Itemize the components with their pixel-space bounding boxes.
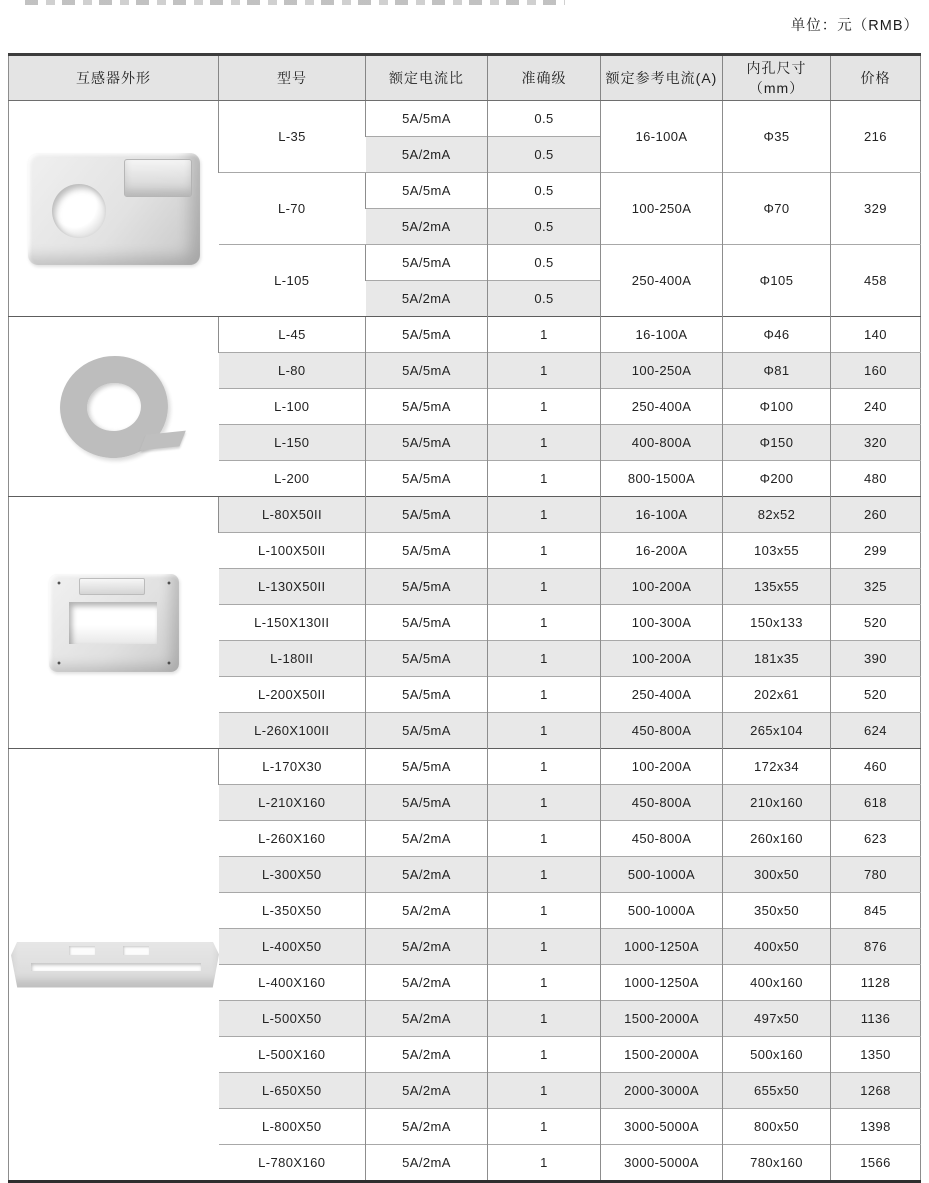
transformer-spec-table [8, 53, 921, 1183]
cell-accuracy-class: 1 [488, 425, 601, 461]
cell-price: 458 [831, 245, 921, 317]
cell-ratio: 5A/5mA [366, 605, 488, 641]
cell-hole-size: Φ81 [723, 353, 831, 389]
box-round-hole-transformer-image [9, 101, 219, 317]
cell-reference-current: 400-800A [601, 425, 723, 461]
cell-price: 1566 [831, 1145, 921, 1182]
cell-hole-size: Φ70 [723, 173, 831, 245]
cell-model: L-105 [219, 245, 366, 317]
cell-hole-size: 202x61 [723, 677, 831, 713]
ring-transformer [54, 350, 172, 463]
cell-price: 260 [831, 497, 921, 533]
cell-hole-size: 497x50 [723, 1001, 831, 1037]
cell-reference-current: 100-300A [601, 605, 723, 641]
cell-hole-size: 181x35 [723, 641, 831, 677]
cell-price: 460 [831, 749, 921, 785]
cell-price: 1398 [831, 1109, 921, 1145]
table-header-row [9, 55, 921, 101]
cell-hole-size: 210x160 [723, 785, 831, 821]
cell-accuracy-class: 0.5 [488, 245, 601, 281]
ring-transformer-image [9, 317, 219, 497]
cell-reference-current: 3000-5000A [601, 1145, 723, 1182]
cell-accuracy-class: 0.5 [488, 173, 601, 209]
cell-ratio: 5A/2mA [366, 1001, 488, 1037]
cell-price: 1136 [831, 1001, 921, 1037]
cell-reference-current: 100-200A [601, 641, 723, 677]
cell-ratio: 5A/2mA [366, 1037, 488, 1073]
cell-model: L-200 [219, 461, 366, 497]
cell-ratio: 5A/2mA [366, 1145, 488, 1182]
cell-model: L-260X100II [219, 713, 366, 749]
cell-model: L-500X50 [219, 1001, 366, 1037]
cell-accuracy-class: 1 [488, 893, 601, 929]
cell-accuracy-class: 1 [488, 965, 601, 1001]
cell-hole-size: 265x104 [723, 713, 831, 749]
cell-hole-size: 150x133 [723, 605, 831, 641]
cell-ratio: 5A/2mA [366, 857, 488, 893]
cell-hole-size: 103x55 [723, 533, 831, 569]
cell-ratio: 5A/5mA [366, 173, 488, 209]
cell-accuracy-class: 1 [488, 569, 601, 605]
cell-reference-current: 16-100A [601, 317, 723, 353]
cell-price: 520 [831, 605, 921, 641]
cell-model: L-400X50 [219, 929, 366, 965]
cell-model: L-70 [219, 173, 366, 245]
cell-model: L-200X50II [219, 677, 366, 713]
cell-hole-size: 500x160 [723, 1037, 831, 1073]
cell-accuracy-class: 0.5 [488, 137, 601, 173]
cell-ratio: 5A/5mA [366, 245, 488, 281]
header-model: 型号 [219, 55, 366, 101]
cell-model: L-780X160 [219, 1145, 366, 1182]
cell-accuracy-class: 1 [488, 389, 601, 425]
cell-price: 160 [831, 353, 921, 389]
cell-accuracy-class: 1 [488, 1001, 601, 1037]
cell-accuracy-class: 1 [488, 461, 601, 497]
cell-ratio: 5A/2mA [366, 281, 488, 317]
cell-hole-size: 300x50 [723, 857, 831, 893]
cell-price: 390 [831, 641, 921, 677]
cell-accuracy-class: 1 [488, 749, 601, 785]
square-window-transformer [49, 574, 179, 672]
cell-price: 520 [831, 677, 921, 713]
cell-ratio: 5A/5mA [366, 101, 488, 137]
cell-accuracy-class: 0.5 [488, 101, 601, 137]
cell-ratio: 5A/5mA [366, 461, 488, 497]
cell-ratio: 5A/5mA [366, 569, 488, 605]
cell-ratio: 5A/5mA [366, 497, 488, 533]
cell-accuracy-class: 1 [488, 929, 601, 965]
cell-hole-size: 350x50 [723, 893, 831, 929]
cell-ratio: 5A/2mA [366, 965, 488, 1001]
cell-ratio: 5A/5mA [366, 749, 488, 785]
cell-model: L-210X160 [219, 785, 366, 821]
cell-model: L-100 [219, 389, 366, 425]
cell-reference-current: 1000-1250A [601, 965, 723, 1001]
cell-accuracy-class: 1 [488, 1037, 601, 1073]
cell-price: 1350 [831, 1037, 921, 1073]
cell-hole-size: 780x160 [723, 1145, 831, 1182]
cell-reference-current: 16-100A [601, 101, 723, 173]
cell-ratio: 5A/5mA [366, 425, 488, 461]
cell-reference-current: 500-1000A [601, 893, 723, 929]
cell-price: 623 [831, 821, 921, 857]
cell-accuracy-class: 1 [488, 605, 601, 641]
cell-model: L-80X50II [219, 497, 366, 533]
cell-price: 329 [831, 173, 921, 245]
cell-reference-current: 250-400A [601, 389, 723, 425]
header-price: 价格 [831, 55, 921, 101]
cell-accuracy-class: 1 [488, 821, 601, 857]
cell-model: L-400X160 [219, 965, 366, 1001]
cell-ratio: 5A/5mA [366, 677, 488, 713]
cell-accuracy-class: 1 [488, 677, 601, 713]
cell-model: L-180II [219, 641, 366, 677]
cell-ratio: 5A/5mA [366, 353, 488, 389]
cell-ratio: 5A/5mA [366, 389, 488, 425]
box-round-hole-transformer [28, 153, 200, 265]
cell-model: L-100X50II [219, 533, 366, 569]
cell-model: L-150X130II [219, 605, 366, 641]
cell-ratio: 5A/5mA [366, 641, 488, 677]
cell-hole-size: Φ46 [723, 317, 831, 353]
cell-hole-size: 400x50 [723, 929, 831, 965]
cell-ratio: 5A/5mA [366, 533, 488, 569]
cell-reference-current: 450-800A [601, 713, 723, 749]
cell-model: L-260X160 [219, 821, 366, 857]
cell-reference-current: 100-250A [601, 173, 723, 245]
cell-accuracy-class: 1 [488, 641, 601, 677]
cell-accuracy-class: 0.5 [488, 281, 601, 317]
cell-accuracy-class: 1 [488, 1073, 601, 1109]
cell-price: 140 [831, 317, 921, 353]
cell-hole-size: 400x160 [723, 965, 831, 1001]
cell-reference-current: 100-250A [601, 353, 723, 389]
cell-reference-current: 1500-2000A [601, 1037, 723, 1073]
flat-busbar-transformer-image [9, 749, 219, 1182]
cell-hole-size: Φ35 [723, 101, 831, 173]
cell-accuracy-class: 1 [488, 353, 601, 389]
cell-price: 845 [831, 893, 921, 929]
cell-reference-current: 2000-3000A [601, 1073, 723, 1109]
cell-ratio: 5A/5mA [366, 785, 488, 821]
cell-accuracy-class: 1 [488, 1109, 601, 1145]
cell-price: 320 [831, 425, 921, 461]
cell-ratio: 5A/2mA [366, 821, 488, 857]
cell-ratio: 5A/5mA [366, 713, 488, 749]
header-accuracy-class: 准确级 [488, 55, 601, 101]
cell-hole-size: 82x52 [723, 497, 831, 533]
cell-model: L-500X160 [219, 1037, 366, 1073]
cell-reference-current: 1000-1250A [601, 929, 723, 965]
cell-hole-size: 800x50 [723, 1109, 831, 1145]
cell-reference-current: 800-1500A [601, 461, 723, 497]
cell-price: 240 [831, 389, 921, 425]
cell-ratio: 5A/2mA [366, 209, 488, 245]
cell-price: 480 [831, 461, 921, 497]
square-window-transformer-image [9, 497, 219, 749]
cell-price: 325 [831, 569, 921, 605]
cell-model: L-80 [219, 353, 366, 389]
cell-price: 780 [831, 857, 921, 893]
cell-accuracy-class: 0.5 [488, 209, 601, 245]
cell-hole-size: Φ200 [723, 461, 831, 497]
cell-model: L-800X50 [219, 1109, 366, 1145]
cell-reference-current: 16-100A [601, 497, 723, 533]
cell-accuracy-class: 1 [488, 497, 601, 533]
cell-model: L-650X50 [219, 1073, 366, 1109]
cell-price: 1268 [831, 1073, 921, 1109]
cropped-title-remnant [25, 0, 565, 5]
cell-ratio: 5A/2mA [366, 1109, 488, 1145]
cell-hole-size: Φ150 [723, 425, 831, 461]
cell-accuracy-class: 1 [488, 317, 601, 353]
cell-reference-current: 450-800A [601, 821, 723, 857]
header-inner-hole-size: 内孔尺寸（mm） [723, 55, 831, 101]
cell-reference-current: 3000-5000A [601, 1109, 723, 1145]
cell-hole-size: Φ100 [723, 389, 831, 425]
cell-accuracy-class: 1 [488, 713, 601, 749]
cell-reference-current: 100-200A [601, 569, 723, 605]
cell-model: L-350X50 [219, 893, 366, 929]
cell-hole-size: 260x160 [723, 821, 831, 857]
header-rated-current-ratio: 额定电流比 [366, 55, 488, 101]
cell-reference-current: 16-200A [601, 533, 723, 569]
header-appearance: 互感器外形 [9, 55, 219, 101]
unit-label: 单位：元（RMB） [790, 18, 919, 34]
cell-accuracy-class: 1 [488, 1145, 601, 1182]
cell-price: 618 [831, 785, 921, 821]
cell-reference-current: 500-1000A [601, 857, 723, 893]
cell-accuracy-class: 1 [488, 785, 601, 821]
cell-model: L-35 [219, 101, 366, 173]
cell-reference-current: 100-200A [601, 749, 723, 785]
cell-hole-size: 172x34 [723, 749, 831, 785]
flat-busbar-transformer [11, 942, 219, 988]
cell-reference-current: 250-400A [601, 677, 723, 713]
cell-ratio: 5A/2mA [366, 1073, 488, 1109]
cell-accuracy-class: 1 [488, 857, 601, 893]
cell-price: 216 [831, 101, 921, 173]
cell-hole-size: 135x55 [723, 569, 831, 605]
cell-reference-current: 450-800A [601, 785, 723, 821]
cell-model: L-150 [219, 425, 366, 461]
cell-hole-size: Φ105 [723, 245, 831, 317]
cell-price: 876 [831, 929, 921, 965]
cell-model: L-300X50 [219, 857, 366, 893]
cell-ratio: 5A/5mA [366, 317, 488, 353]
header-rated-reference-current: 额定参考电流(A) [601, 55, 723, 101]
cell-price: 624 [831, 713, 921, 749]
cell-ratio: 5A/2mA [366, 929, 488, 965]
table-body [9, 101, 921, 1182]
cell-model: L-170X30 [219, 749, 366, 785]
cell-reference-current: 1500-2000A [601, 1001, 723, 1037]
cell-price: 1128 [831, 965, 921, 1001]
cell-ratio: 5A/2mA [366, 893, 488, 929]
cell-hole-size: 655x50 [723, 1073, 831, 1109]
cell-model: L-45 [219, 317, 366, 353]
cell-model: L-130X50II [219, 569, 366, 605]
cell-accuracy-class: 1 [488, 533, 601, 569]
cell-price: 299 [831, 533, 921, 569]
cell-reference-current: 250-400A [601, 245, 723, 317]
cell-ratio: 5A/2mA [366, 137, 488, 173]
